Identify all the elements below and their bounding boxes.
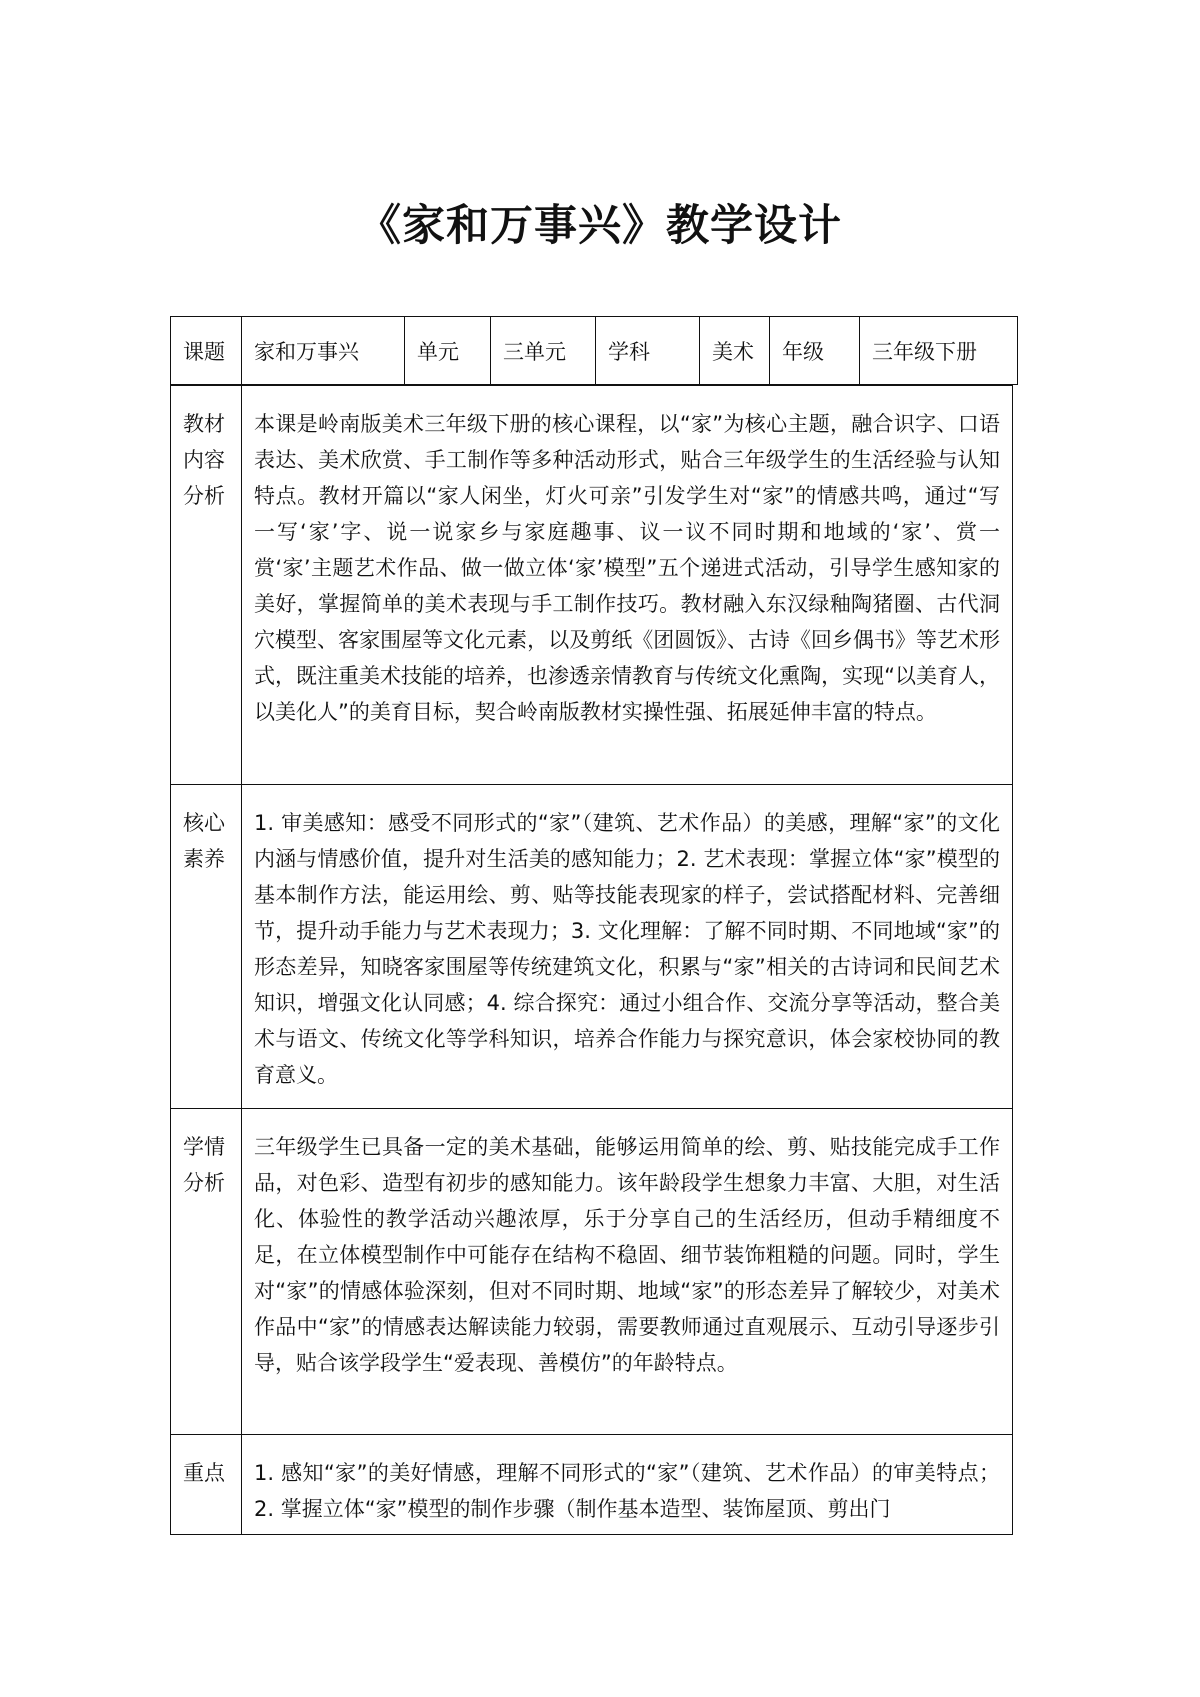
section-content-key-points [242,1435,1013,1535]
section-content-textbook-analysis: 本课是岭南版美术三年级下册的核心课程，以“家”为核心主题，融合识字、口语表达、美术欣赏、手工制作等多种活动形式，贴合三年级学生的生活经验与认知特点。教材开篇以“家人闲坐，灯火可亲”引发学生对“家”的情感共鸣，通过“写一写‘家’字、说一说家乡与家庭趣事、议一议不同时期和地域的‘家’、赏一赏‘家’主题艺术作品、做一做立体‘家’模型”五个递进式活动，引导学生感知家的美好，掌握简单的美术表现与手工制作技巧。教材融入东汉绿釉陶猪圈、古代洞穴模型、客家围屋等文化元素，以及剪纸《团圆饭》、古诗《回乡偶书》等艺术形式，既注重美术技能的培养，也渗透亲情教育与传统文化熏陶，实现“以美育人，以美化人”的美育目标，契合岭南版教材实操性强、拓展延伸丰富的特点。 [242,386,1013,785]
lesson-info-table [170,316,1018,385]
core-literacy-row [171,785,1013,1109]
grade-value: 三年级下册 [860,317,1018,385]
grade-label: 年级 [770,317,860,385]
section-label-core-literacy: 核心素养 [171,785,242,1109]
textbook-analysis-row [171,386,1013,785]
section-content-core-literacy: 1. 审美感知：感受不同形式的“家”（建筑、艺术作品）的美感，理解“家”的文化内涵与情感价值，提升对生活美的感知能力；2. 艺术表现：掌握立体“家”模型的基本制作方法，能运用绘、剪、贴等技能表现家的样子，尝试搭配材料、完善细节，提升动手能力与艺术表现力；3. 文化理解：了解不同时期、不同地域“家”的形态差异，知晓客家围屋等传统建筑文化，积累与“家”相关的古诗词和民间艺术知识，增强文化认同感；4. 综合探究：通过小组合作、交流分享等活动，整合美术与语文、传统文化等学科知识，培养合作能力与探究意识，体会家校协同的教育意义。 [242,785,1013,1109]
lesson-detail-table [170,385,1013,1535]
lesson-info-row [171,317,1018,385]
unit-value: 三单元 [491,317,596,385]
subject-value: 美术 [700,317,770,385]
key-points-row [171,1435,1013,1535]
topic-label: 课题 [171,317,242,385]
subject-label: 学科 [596,317,700,385]
section-label-textbook-analysis: 教材内容分析 [171,386,242,785]
topic-value: 家和万事兴 [242,317,405,385]
section-label-key-points: 重点 [171,1435,242,1535]
student-analysis-row [171,1109,1013,1435]
unit-label: 单元 [405,317,491,385]
section-content-student-analysis: 三年级学生已具备一定的美术基础，能够运用简单的绘、剪、贴技能完成手工作品，对色彩、造型有初步的感知能力。该年龄段学生想象力丰富、大胆，对生活化、体验性的教学活动兴趣浓厚，乐于分享自己的生活经历，但动手精细度不足，在立体模型制作中可能存在结构不稳固、细节装饰粗糙的问题。同时，学生对“家”的情感体验深刻，但对不同时期、地域“家”的形态差异了解较少，对美术作品中“家”的情感表达解读能力较弱，需要教师通过直观展示、互动引导逐步引导，贴合该学段学生“爱表现、善模仿”的年龄特点。 [242,1109,1013,1435]
document-title: 《家和万事兴》教学设计 [358,201,842,251]
section-label-student-analysis: 学情分析 [171,1109,242,1435]
key-points-text: 1. 感知“家”的美好情感，理解不同形式的“家”（建筑、艺术作品）的审美特点；2. 掌握立体“家”模型的制作步骤（制作基本造型、装饰屋顶、剪出门 [254,1461,1000,1521]
